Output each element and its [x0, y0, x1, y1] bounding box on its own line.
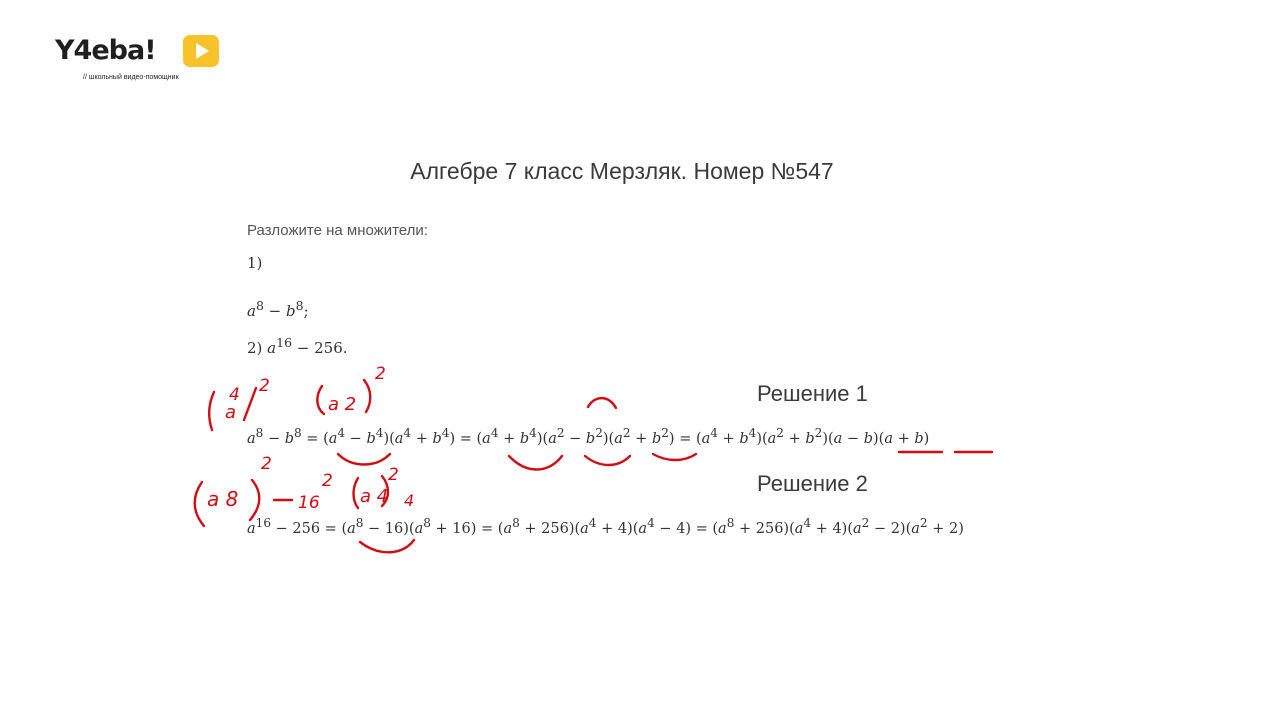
task-instruction: Разложите на множители:	[247, 222, 428, 239]
solution-2-equation: $a^{16} - 256 = (a^8 - 16)(a^8 + 16) = (a^8 + 256)(a^4 + 4)(a^4 - 4) = (a^8 + 256)(a^4 + 4)(a^2 - 2)(a^2 + 2)$	[247, 516, 964, 537]
brand-logo[interactable]	[55, 34, 225, 84]
arc-mark	[588, 398, 616, 408]
annotation-a8: a 8	[207, 487, 239, 511]
annotation-bracket-right-4	[382, 476, 388, 506]
annotation-exp-2e: 2	[388, 465, 399, 485]
underline-a2-b2	[585, 456, 630, 465]
underline-a4-b4	[338, 454, 390, 465]
annotation-16: 16	[298, 493, 320, 513]
annotation-bracket-right-3	[250, 480, 259, 520]
annotation-a2: a 2	[328, 394, 357, 415]
annotation-bracket-left-4	[354, 478, 359, 508]
task-item-2: 2) $a^{16} - 256$.	[247, 335, 348, 357]
underline-a4-plus-b4	[509, 456, 562, 470]
page-title: Алгебре 7 класс Мерзляк. Номер №547	[410, 158, 834, 184]
annotation-bracket-right-2	[364, 380, 370, 412]
solution-2-heading: Решение 2	[757, 471, 868, 496]
annotation-bracket-left-3	[195, 482, 204, 526]
task-item-1-expression: $a^8 - b^8$;	[247, 298, 309, 320]
annotation-4: 4	[404, 491, 415, 510]
solution-1-heading: Решение 1	[757, 381, 868, 406]
annotation-exp-2a: 2	[259, 376, 270, 396]
brand-name: Y4eba!	[55, 35, 156, 66]
underline-a8-minus-16	[360, 540, 414, 552]
annotation-a4-second: a 4	[360, 486, 389, 507]
underline-a2-plus-b2	[653, 454, 696, 460]
annotation-exp-2c: 2	[261, 454, 272, 474]
annotation-bracket-left-2	[317, 386, 324, 414]
play-icon	[183, 35, 219, 67]
brand-tagline: // школьный видео-помощник	[83, 74, 179, 81]
annotation-bracket-left-1	[209, 392, 214, 430]
annotation-bracket-right-1	[244, 388, 256, 420]
annotation-exp-2b: 2	[375, 364, 386, 384]
annotation-a4-top: 4	[229, 385, 240, 405]
annotation-a4-bottom: a	[225, 402, 237, 423]
annotation-exp-2d: 2	[322, 471, 333, 491]
task-item-1-number: 1)	[247, 254, 263, 272]
solution-1-equation: $a^8 - b^8 = (a^4 - b^4)(a^4 + b^4) = (a^4 + b^4)(a^2 - b^2)(a^2 + b^2) = (a^4 + b^4)(a^2 + b^2)(a - b)(a + b)$	[247, 426, 930, 447]
